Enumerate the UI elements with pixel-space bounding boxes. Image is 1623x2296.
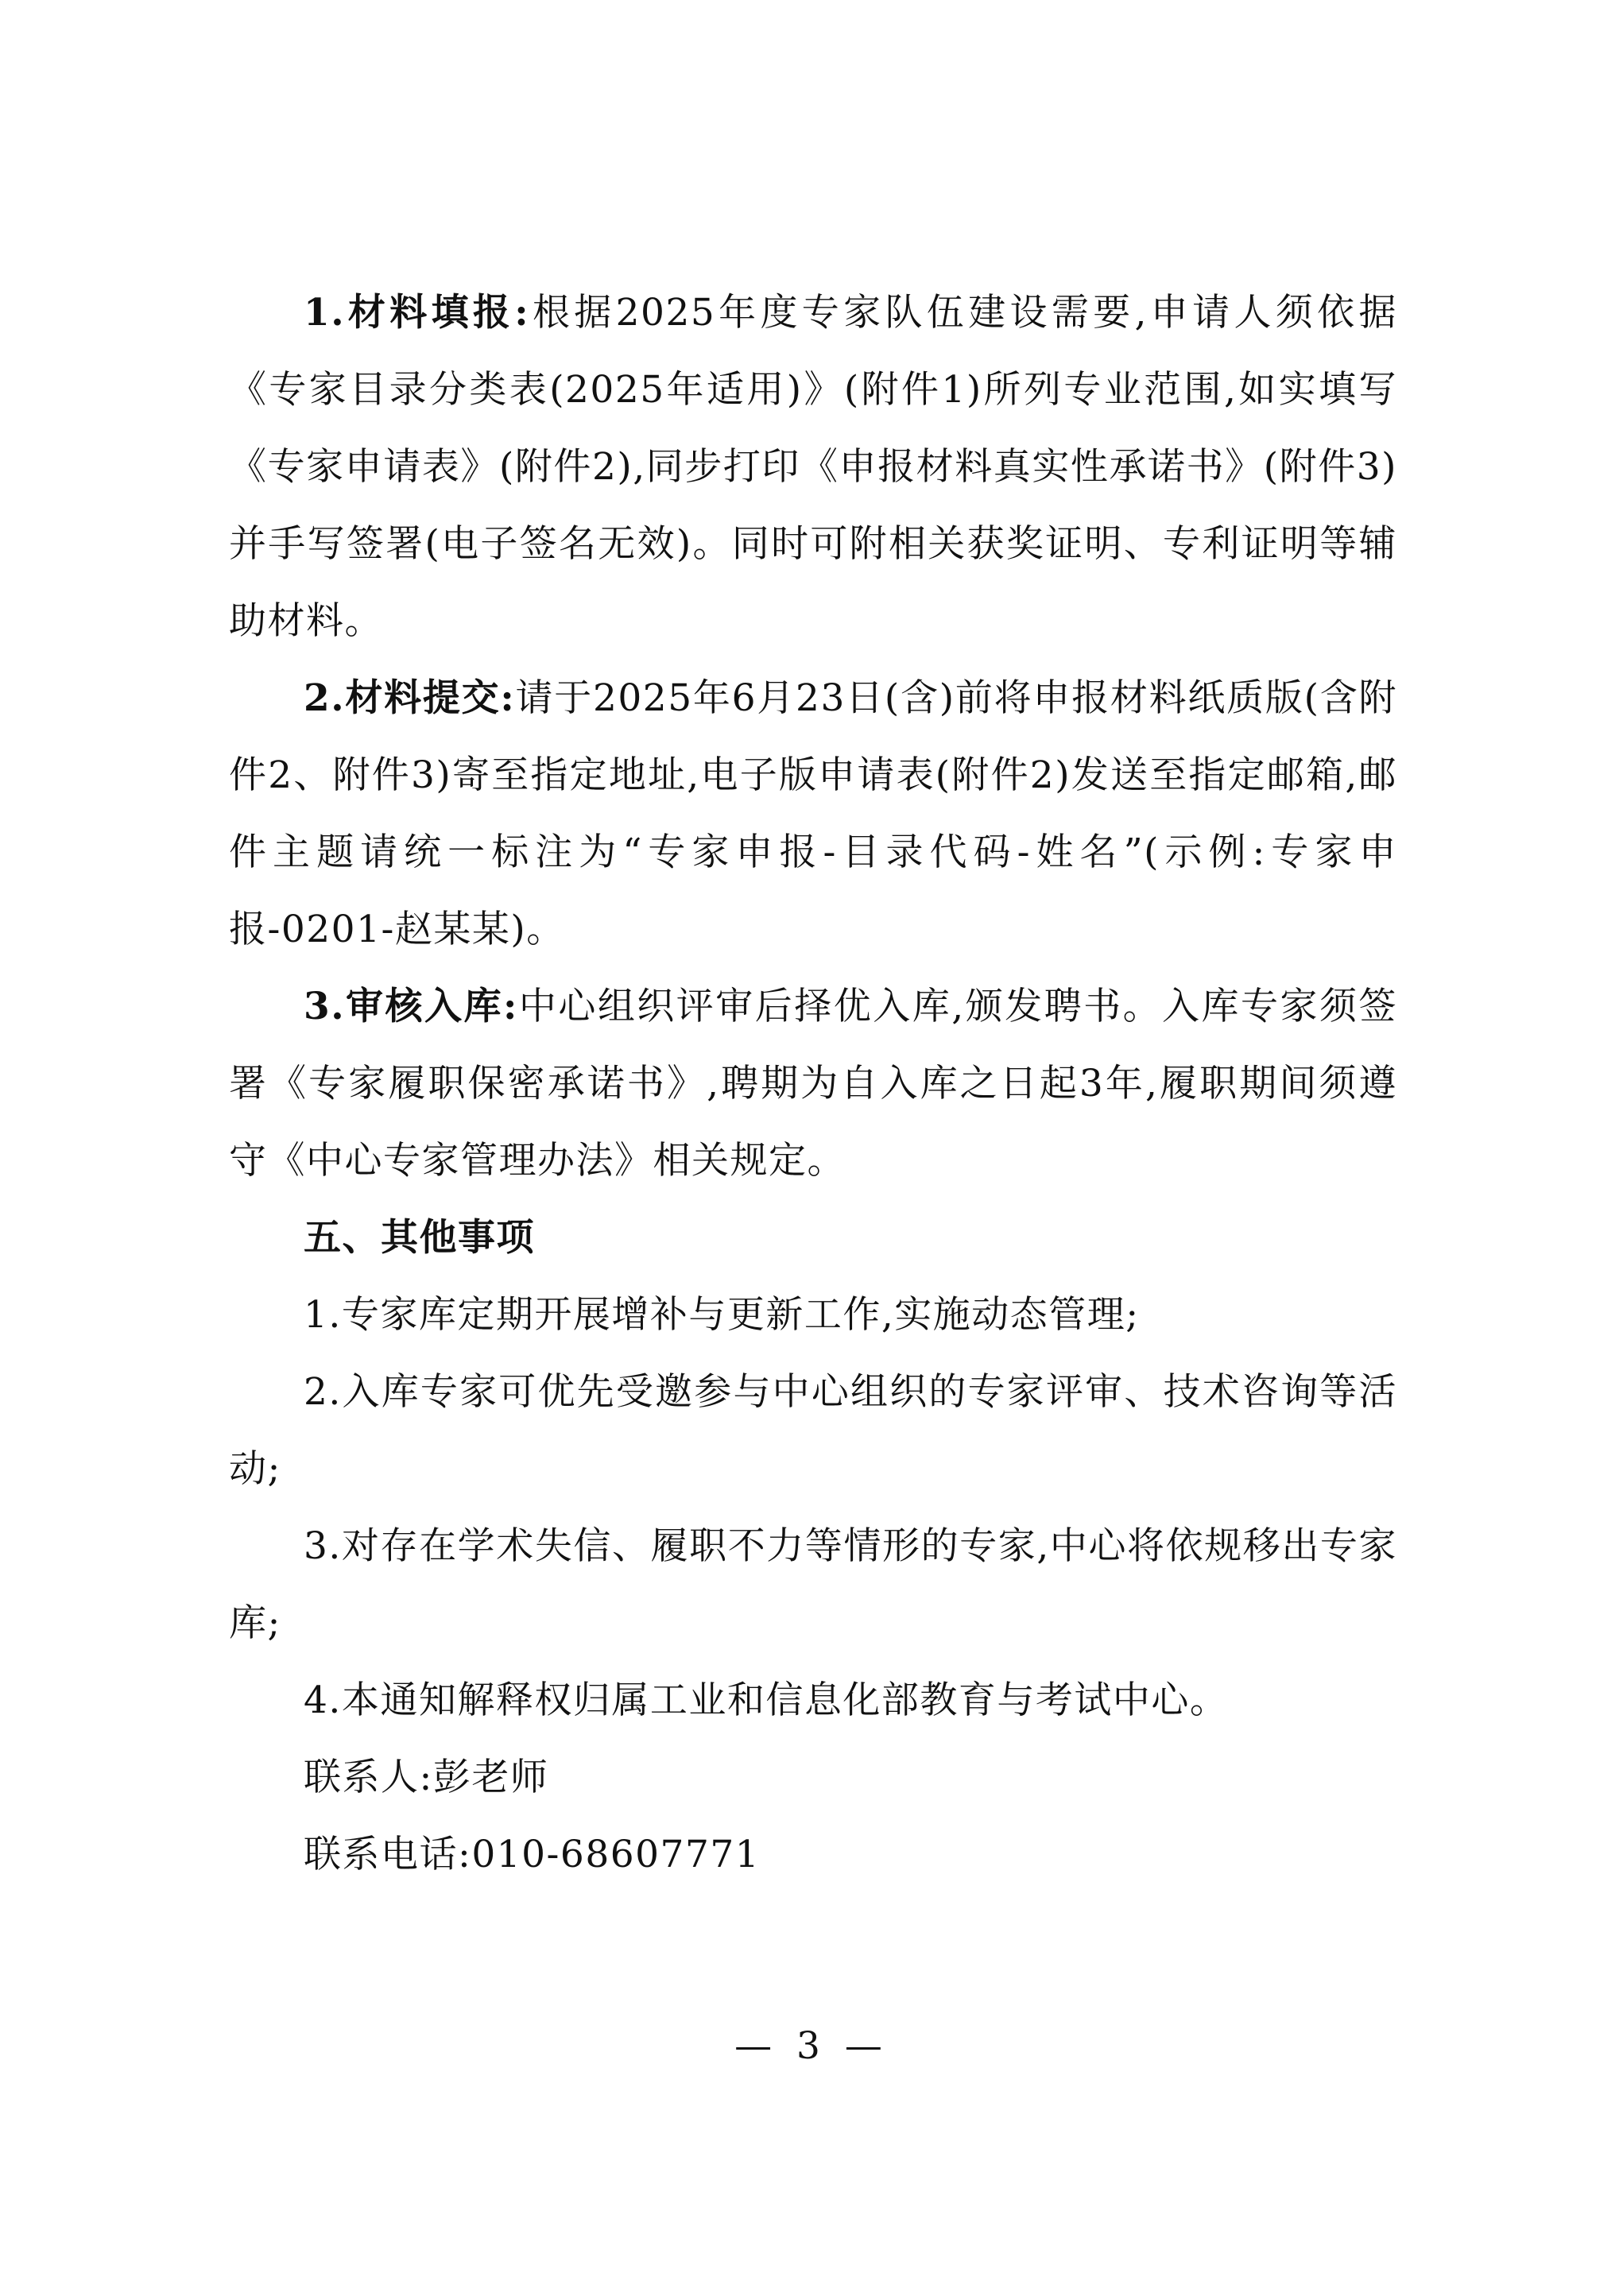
other-item-1: 1.专家库定期开展增补与更新工作,实施动态管理; — [304, 1293, 1140, 1337]
section-heading: 五、其他事项 — [304, 1216, 535, 1260]
paragraph-material-filling — [229, 274, 1397, 660]
paragraph-lead: 2.材料提交: — [304, 676, 516, 720]
other-item-3: 3.对存在学术失信、履职不力等情形的专家,中心将依规移出专家库; — [229, 1524, 1397, 1645]
paragraph-material-submission — [229, 660, 1397, 968]
paragraph-review-admission — [229, 968, 1397, 1199]
other-item-4: 4.本通知解释权归属工业和信息化部教育与考试中心。 — [304, 1678, 1229, 1722]
other-item-2: 2.入库专家可优先受邀参与中心组织的专家评审、技术咨询等活动; — [229, 1370, 1397, 1491]
page-number: — 3 — — [734, 2024, 889, 2068]
paragraph-lead: 1.材料填报: — [304, 291, 530, 335]
paragraph-lead: 3.审核入库: — [304, 985, 518, 1028]
paragraph-text: 根据2025年度专家队伍建设需要,申请人须依据《专家目录分类表(2025年适用)》(附件1)所列专业范围,如实填写《专家申请表》(附件2),同步打印《申报材料真实性承诺书》(附件3)并手写签署(电子签名无效)。同时可附相关获奖证明、专利证明等辅助材料。 — [229, 291, 1397, 643]
paragraph-text: 中心组织评审后择优入库,颁发聘书。入库专家须签署《专家履职保密承诺书》,聘期为自入库之日起3年,履职期间须遵守《中心专家管理办法》相关规定。 — [229, 985, 1397, 1183]
document-body — [229, 274, 1397, 1893]
contact-person: 联系人:彭老师 — [304, 1756, 549, 1799]
paragraph-text: 请于2025年6月23日(含)前将申报材料纸质版(含附件2、附件3)寄至指定地址,电子版申请表(附件2)发送至指定邮箱,邮件主题请统一标注为“专家申报-目录代码-姓名”(示例:专家申报-0201-赵某某)。 — [229, 676, 1398, 951]
contact-phone: 联系电话:010-68607771 — [304, 1833, 761, 1876]
